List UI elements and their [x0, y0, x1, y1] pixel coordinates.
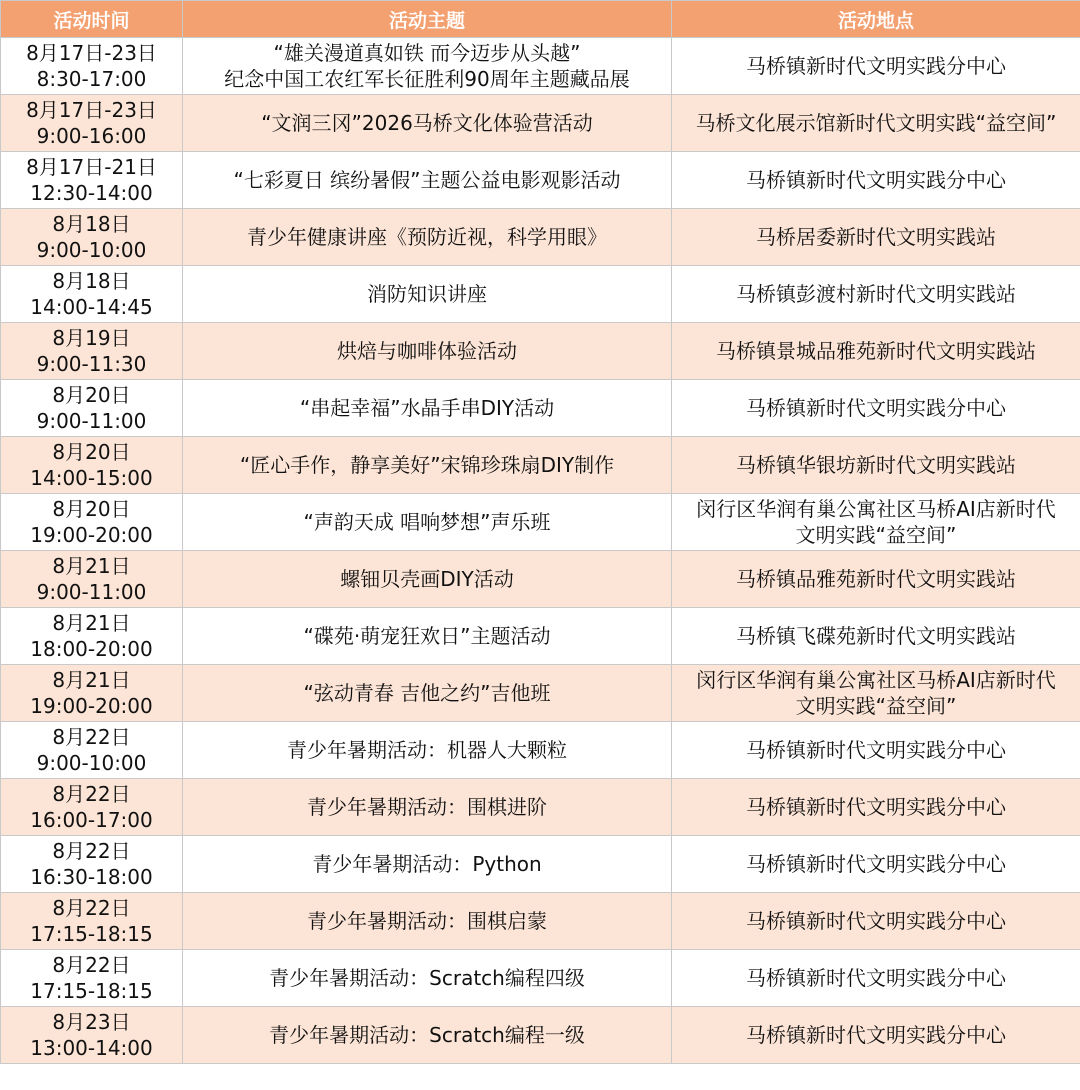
cell-time	[1, 1007, 183, 1064]
activity-time: 19:00-20:00	[30, 694, 153, 718]
table-row	[1, 836, 1080, 893]
cell-theme	[183, 209, 672, 266]
cell-time	[1, 836, 183, 893]
activity-location: 闵行区华润有巢公寓社区马桥AI店新时代	[696, 497, 1056, 521]
activity-location: 马桥镇新时代文明实践分中心	[746, 795, 1006, 819]
activity-location: 马桥镇新时代文明实践分中心	[746, 168, 1006, 192]
cell-time	[1, 209, 183, 266]
cell-theme	[183, 38, 672, 95]
activity-date: 8月22日	[52, 839, 131, 863]
table-row	[1, 1007, 1080, 1064]
activity-theme: “串起幸福”水晶手串DIY活动	[299, 396, 555, 420]
table-row	[1, 494, 1080, 551]
cell-location	[672, 437, 1080, 494]
cell-time	[1, 722, 183, 779]
activity-theme: 消防知识讲座	[367, 282, 487, 306]
cell-location	[672, 209, 1080, 266]
activity-location: 马桥镇新时代文明实践分中心	[746, 852, 1006, 876]
activity-location: 马桥镇景城品雅苑新时代文明实践站	[716, 339, 1036, 363]
activity-time: 9:00-10:00	[36, 751, 147, 775]
activity-time: 9:00-11:00	[36, 409, 147, 433]
cell-time	[1, 323, 183, 380]
activity-theme: “碟苑·萌宠狂欢日”主题活动	[303, 624, 551, 648]
activity-date: 8月20日	[52, 440, 131, 464]
table-row	[1, 893, 1080, 950]
cell-time	[1, 779, 183, 836]
activity-date: 8月21日	[52, 554, 131, 578]
activity-theme: “文润三冈”2026马桥文化体验营活动	[261, 111, 593, 135]
activity-theme: 螺钿贝壳画DIY活动	[340, 567, 514, 591]
cell-time	[1, 266, 183, 323]
activity-theme: “七彩夏日 缤纷暑假”主题公益电影观影活动	[233, 168, 621, 192]
cell-theme	[183, 95, 672, 152]
cell-time	[1, 950, 183, 1007]
cell-theme	[183, 779, 672, 836]
activity-theme: “雄关漫道真如铁 而今迈步从头越”	[273, 41, 581, 65]
activity-theme: 青少年暑期活动：机器人大颗粒	[287, 738, 567, 762]
activity-time: 18:00-20:00	[30, 637, 153, 661]
activity-theme: 纪念中国工农红军长征胜利90周年主题藏品展	[224, 67, 630, 91]
activity-location: 马桥镇新时代文明实践分中心	[746, 1023, 1006, 1047]
activity-date: 8月21日	[52, 611, 131, 635]
cell-theme	[183, 893, 672, 950]
activity-location: 闵行区华润有巢公寓社区马桥AI店新时代	[696, 668, 1056, 692]
cell-time	[1, 152, 183, 209]
activity-time: 19:00-20:00	[30, 523, 153, 547]
cell-location	[672, 836, 1080, 893]
activity-location: 马桥镇新时代文明实践分中心	[746, 396, 1006, 420]
cell-time	[1, 95, 183, 152]
activity-theme: “匠心手作，静享美好”宋锦珍珠扇DIY制作	[239, 453, 615, 477]
cell-time	[1, 494, 183, 551]
activity-theme: 青少年暑期活动：Scratch编程四级	[269, 966, 585, 990]
cell-location	[672, 779, 1080, 836]
cell-location	[672, 323, 1080, 380]
cell-theme	[183, 1007, 672, 1064]
activity-location: 马桥镇彭渡村新时代文明实践站	[736, 282, 1016, 306]
cell-theme	[183, 380, 672, 437]
activity-date: 8月22日	[52, 725, 131, 749]
activity-date: 8月18日	[52, 269, 131, 293]
cell-theme	[183, 836, 672, 893]
table-row	[1, 722, 1080, 779]
activity-date: 8月17日-21日	[26, 155, 157, 179]
cell-location	[672, 494, 1080, 551]
activity-theme: 烘焙与咖啡体验活动	[337, 339, 517, 363]
activity-time: 9:00-11:00	[36, 580, 147, 604]
cell-time	[1, 893, 183, 950]
cell-theme	[183, 950, 672, 1007]
cell-location	[672, 608, 1080, 665]
activity-time: 9:00-10:00	[36, 238, 147, 262]
cell-location	[672, 95, 1080, 152]
activity-theme: 青少年暑期活动：Scratch编程一级	[269, 1023, 585, 1047]
activity-location: 文明实践“益空间”	[795, 523, 957, 547]
table-row	[1, 266, 1080, 323]
activity-location: 马桥镇新时代文明实践分中心	[746, 738, 1006, 762]
table-row	[1, 608, 1080, 665]
activity-date: 8月20日	[52, 383, 131, 407]
activity-date: 8月22日	[52, 896, 131, 920]
activity-location: 马桥镇新时代文明实践分中心	[746, 966, 1006, 990]
cell-time	[1, 38, 183, 95]
cell-theme	[183, 266, 672, 323]
activity-time: 17:15-18:15	[30, 979, 153, 1003]
table-row	[1, 779, 1080, 836]
table-row	[1, 152, 1080, 209]
activity-time: 12:30-14:00	[30, 181, 153, 205]
cell-theme	[183, 551, 672, 608]
cell-theme	[183, 665, 672, 722]
activity-location: 马桥镇新时代文明实践分中心	[746, 54, 1006, 78]
cell-theme	[183, 722, 672, 779]
cell-location	[672, 152, 1080, 209]
cell-location	[672, 1007, 1080, 1064]
table-row	[1, 209, 1080, 266]
activity-date: 8月19日	[52, 326, 131, 350]
cell-theme	[183, 437, 672, 494]
header-row	[1, 1, 1080, 38]
table-row	[1, 551, 1080, 608]
cell-time	[1, 437, 183, 494]
activity-theme: 青少年暑期活动：围棋启蒙	[307, 909, 547, 933]
activity-date: 8月17日-23日	[26, 41, 157, 65]
activity-location: 马桥镇品雅苑新时代文明实践站	[736, 567, 1016, 591]
activity-date: 8月21日	[52, 668, 131, 692]
cell-location	[672, 665, 1080, 722]
activity-location: 马桥文化展示馆新时代文明实践“益空间”	[695, 111, 1057, 135]
cell-theme	[183, 323, 672, 380]
activity-theme: “声韵天成 唱响梦想”声乐班	[303, 510, 551, 534]
cell-theme	[183, 494, 672, 551]
table-row	[1, 665, 1080, 722]
table-row	[1, 95, 1080, 152]
activity-time: 8:30-17:00	[36, 67, 147, 91]
activity-date: 8月23日	[52, 1010, 131, 1034]
cell-time	[1, 665, 183, 722]
activity-date: 8月20日	[52, 497, 131, 521]
cell-theme	[183, 608, 672, 665]
activity-date: 8月22日	[52, 953, 131, 977]
activity-date: 8月18日	[52, 212, 131, 236]
activity-time: 9:00-11:30	[36, 352, 147, 376]
cell-location	[672, 266, 1080, 323]
table-body	[1, 38, 1080, 1064]
table-row	[1, 38, 1080, 95]
activity-location: 马桥居委新时代文明实践站	[756, 225, 996, 249]
activity-theme: 青少年暑期活动：围棋进阶	[307, 795, 547, 819]
cell-time	[1, 551, 183, 608]
header-theme: 活动主题	[183, 1, 672, 38]
cell-location	[672, 380, 1080, 437]
activity-theme: 青少年健康讲座《预防近视，科学用眼》	[247, 225, 607, 249]
table-row	[1, 950, 1080, 1007]
cell-location	[672, 893, 1080, 950]
activity-time: 16:00-17:00	[30, 808, 153, 832]
cell-theme	[183, 152, 672, 209]
cell-time	[1, 380, 183, 437]
activity-location: 文明实践“益空间”	[795, 694, 957, 718]
cell-location	[672, 950, 1080, 1007]
activity-time: 14:00-15:00	[30, 466, 153, 490]
header-location: 活动地点	[672, 1, 1080, 38]
table-row	[1, 323, 1080, 380]
activity-time: 13:00-14:00	[30, 1036, 153, 1060]
table-row	[1, 437, 1080, 494]
cell-location	[672, 722, 1080, 779]
activity-time: 17:15-18:15	[30, 922, 153, 946]
activity-date: 8月22日	[52, 782, 131, 806]
cell-location	[672, 551, 1080, 608]
activity-time: 14:00-14:45	[30, 295, 153, 319]
activity-date: 8月17日-23日	[26, 98, 157, 122]
activity-theme: 青少年暑期活动：Python	[312, 852, 542, 876]
activity-theme: “弦动青春 吉他之约”吉他班	[303, 681, 551, 705]
activity-time: 9:00-16:00	[36, 124, 147, 148]
activity-time: 16:30-18:00	[30, 865, 153, 889]
activity-location: 马桥镇华银坊新时代文明实践站	[736, 453, 1016, 477]
activity-location: 马桥镇新时代文明实践分中心	[746, 909, 1006, 933]
header-time: 活动时间	[1, 1, 183, 38]
table-row	[1, 380, 1080, 437]
cell-location	[672, 38, 1080, 95]
cell-time	[1, 608, 183, 665]
activity-location: 马桥镇飞碟苑新时代文明实践站	[736, 624, 1016, 648]
